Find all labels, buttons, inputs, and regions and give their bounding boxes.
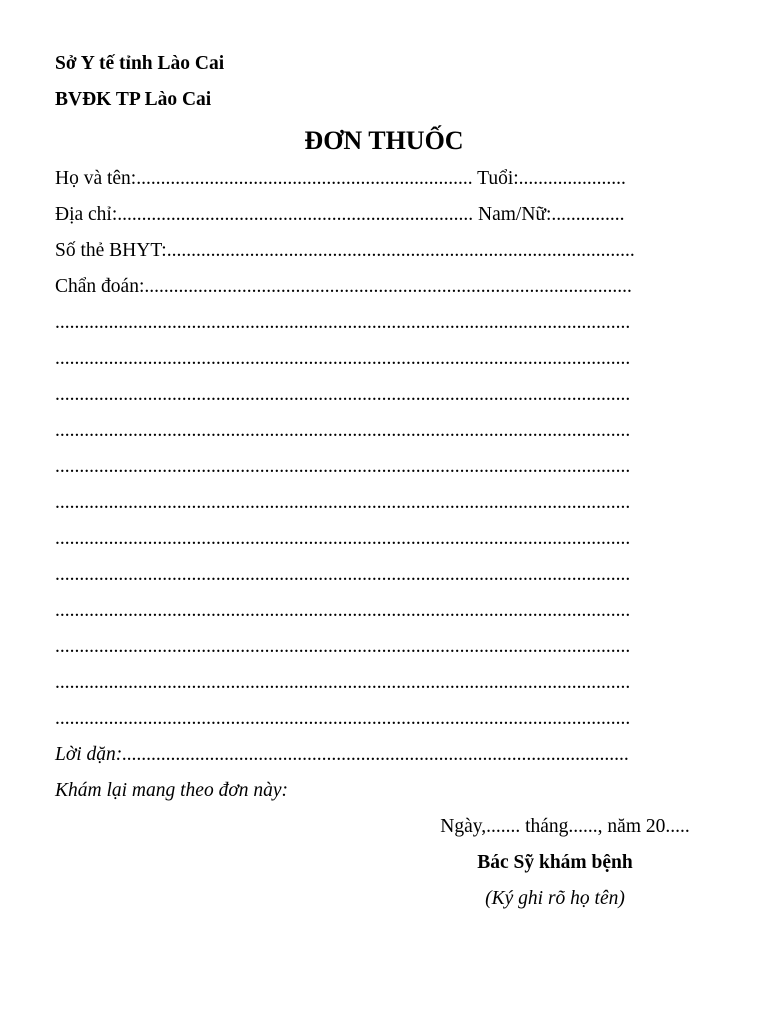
diagnosis-line: Chẩn đoán:....................................................................................................	[55, 276, 632, 297]
revisit-note: Khám lại mang theo đơn này:	[55, 780, 289, 801]
hospital-name: BVĐK TP Lào Cai	[55, 89, 212, 110]
org-name: Sở Y tế tỉnh Lào Cai	[55, 53, 225, 74]
blank-line: ......................................................................................................................	[55, 708, 631, 729]
blank-line: ......................................................................................................................	[55, 420, 631, 441]
blank-line: ......................................................................................................................	[55, 312, 631, 333]
date-line: Ngày,....... tháng......, năm 20.....	[440, 816, 690, 837]
blank-line: ......................................................................................................................	[55, 564, 631, 585]
blank-line: ......................................................................................................................	[55, 600, 631, 621]
blank-line: ......................................................................................................................	[55, 672, 631, 693]
patient-name-age-line: Họ và tên:..................................................................... Tuổi:......................	[55, 168, 626, 189]
insurance-card-line: Số thẻ BHYT:................................................................................................	[55, 240, 635, 261]
doctor-role: Bác Sỹ khám bệnh	[477, 852, 633, 873]
blank-line: ......................................................................................................................	[55, 456, 631, 477]
page-title: ĐƠN THUỐC	[304, 126, 464, 155]
blank-line: ......................................................................................................................	[55, 636, 631, 657]
blank-line: ......................................................................................................................	[55, 348, 631, 369]
blank-line: ......................................................................................................................	[55, 528, 631, 549]
advice-line: Lời dặn:........................................................................................................	[55, 744, 630, 765]
blank-line: ......................................................................................................................	[55, 384, 631, 405]
signature-note: (Ký ghi rõ họ tên)	[485, 888, 625, 909]
address-gender-line: Địa chỉ:......................................................................... Nam/Nữ:...............	[55, 204, 625, 225]
blank-line: ......................................................................................................................	[55, 492, 631, 513]
